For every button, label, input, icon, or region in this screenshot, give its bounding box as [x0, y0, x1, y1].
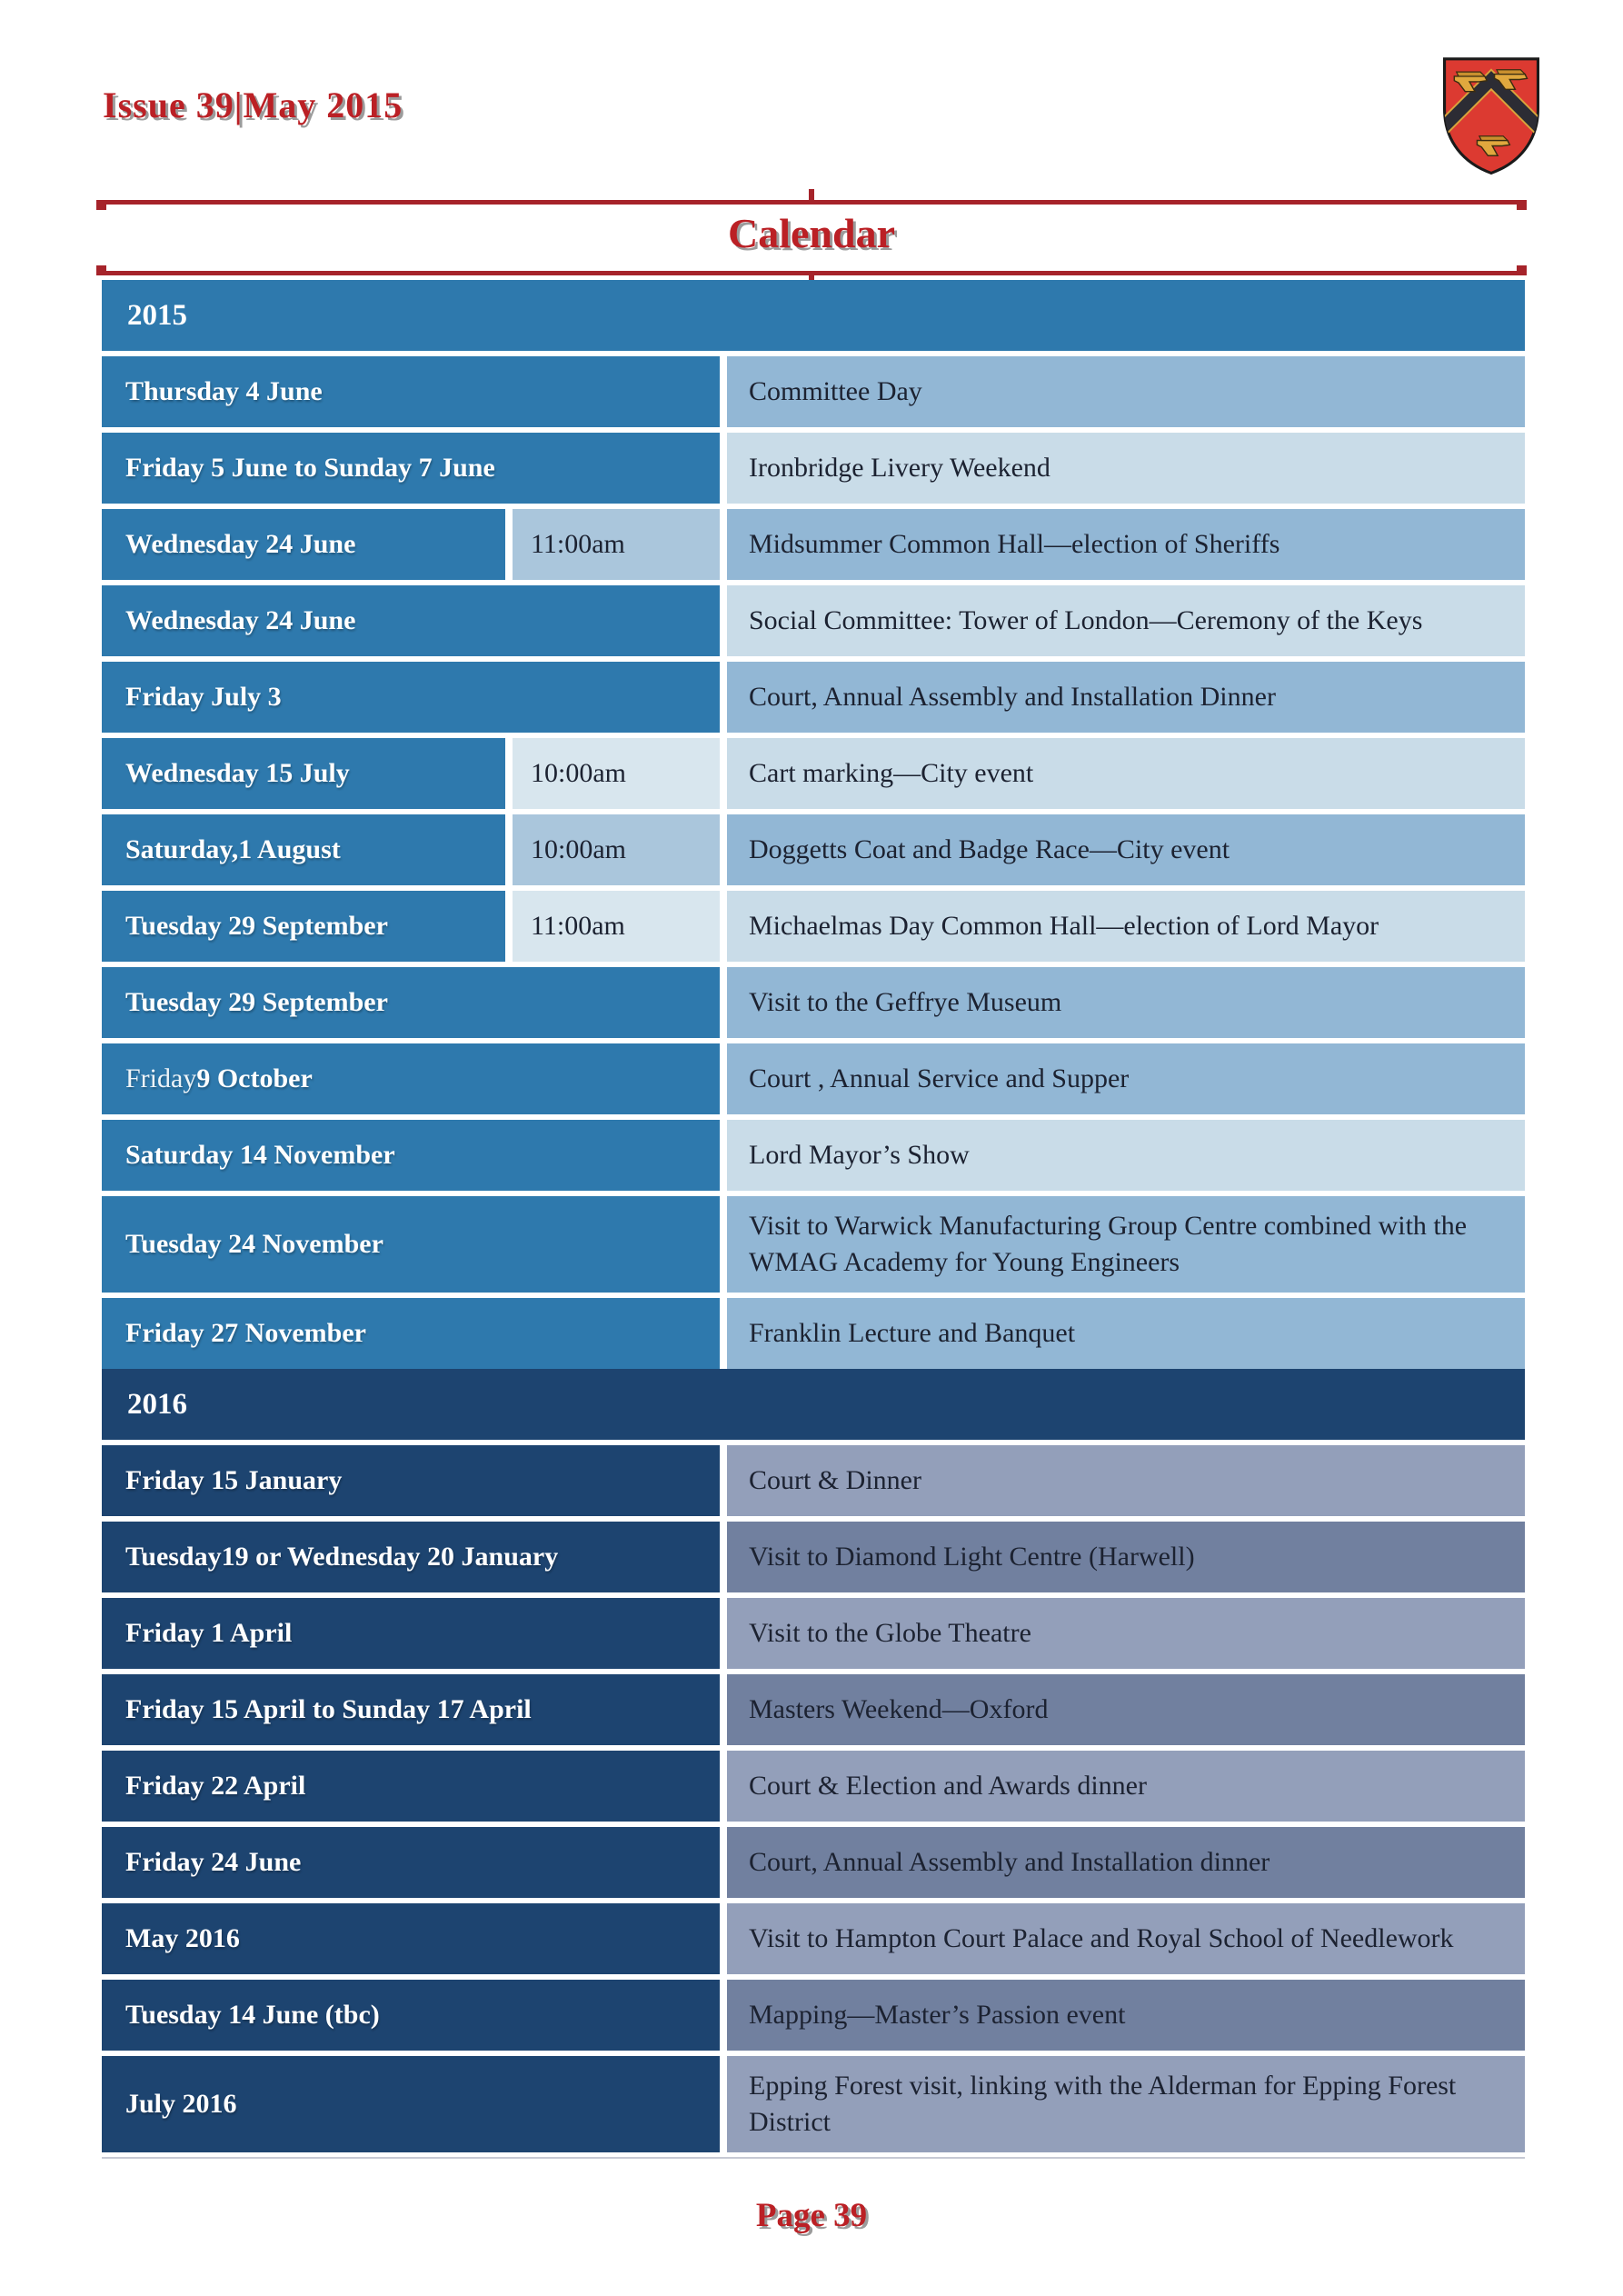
- event-cell: Court, Annual Assembly and Installation dinner: [727, 1827, 1525, 1898]
- date-cell: Friday 24 June: [102, 1827, 720, 1898]
- event-cell: Committee Day: [727, 356, 1525, 427]
- calendar-row: [102, 738, 1525, 809]
- calendar-row: [102, 662, 1525, 733]
- calendar-table: [102, 280, 1525, 2159]
- event-cell: Court , Annual Service and Supper: [727, 1043, 1525, 1114]
- event-cell: Visit to Warwick Manufacturing Group Centre combined with the WMAG Academy for Young Engineers: [727, 1196, 1525, 1293]
- page-title: Calendar: [728, 210, 895, 256]
- calendar-row: [102, 1751, 1525, 1822]
- event-cell: Cart marking—City event: [727, 738, 1525, 809]
- event-cell: Visit to Diamond Light Centre (Harwell): [727, 1522, 1525, 1592]
- date-cell: Wednesday 24 June: [102, 585, 720, 656]
- calendar-row: [102, 2056, 1525, 2152]
- event-cell: Doggetts Coat and Badge Race—City event: [727, 814, 1525, 885]
- event-cell: Michaelmas Day Common Hall—election of Lord Mayor: [727, 891, 1525, 962]
- table-bottom-border: [102, 2157, 1525, 2159]
- event-cell: Visit to the Globe Theatre: [727, 1598, 1525, 1669]
- title-rule-top: [96, 200, 1527, 205]
- calendar-row: [102, 1522, 1525, 1592]
- page-number: Page 39: [755, 2197, 868, 2234]
- date-cell: Wednesday 15 July: [102, 738, 505, 809]
- calendar-row: [102, 814, 1525, 885]
- event-cell: Mapping—Master’s Passion event: [727, 1980, 1525, 2051]
- date-cell: Friday 15 January: [102, 1445, 720, 1516]
- calendar-row: [102, 433, 1525, 504]
- date-cell: Tuesday 29 September: [102, 891, 505, 962]
- date-cell: Friday 27 November: [102, 1298, 720, 1369]
- year-header-2016: 2016: [102, 1369, 1525, 1440]
- event-cell: Ironbridge Livery Weekend: [727, 433, 1525, 504]
- event-cell: Epping Forest visit, linking with the Alderman for Epping Forest District: [727, 2056, 1525, 2152]
- date-cell: Tuesday19 or Wednesday 20 January: [102, 1522, 720, 1592]
- calendar-row: [102, 356, 1525, 427]
- calendar-row: [102, 891, 1525, 962]
- calendar-row: [102, 1980, 1525, 2051]
- date-cell: Thursday 4 June: [102, 356, 720, 427]
- date-cell: Tuesday 14 June (tbc): [102, 1980, 720, 2051]
- date-cell: Wednesday 24 June: [102, 509, 505, 580]
- calendar-row: [102, 1043, 1525, 1114]
- date-cell: Friday 1 April: [102, 1598, 720, 1669]
- event-cell: Court, Annual Assembly and Installation Dinner: [727, 662, 1525, 733]
- calendar-row: [102, 1903, 1525, 1974]
- time-cell: 11:00am: [513, 509, 720, 580]
- calendar-row: [102, 1445, 1525, 1516]
- calendar-row: [102, 585, 1525, 656]
- date-cell: Friday 5 June to Sunday 7 June: [102, 433, 720, 504]
- date-cell: Tuesday 29 September: [102, 967, 720, 1038]
- date-cell: Friday July 3: [102, 662, 720, 733]
- company-crest-icon: [1436, 55, 1547, 176]
- time-cell: 10:00am: [513, 814, 720, 885]
- date-cell: Saturday 14 November: [102, 1120, 720, 1191]
- date-cell: Saturday,1 August: [102, 814, 505, 885]
- calendar-row: [102, 1674, 1525, 1745]
- calendar-row: [102, 1196, 1525, 1293]
- calendar-row: [102, 509, 1525, 580]
- event-cell: Masters Weekend—Oxford: [727, 1674, 1525, 1745]
- time-cell: 10:00am: [513, 738, 720, 809]
- calendar-row: [102, 1298, 1525, 1369]
- date-cell: Friday 15 April to Sunday 17 April: [102, 1674, 720, 1745]
- time-cell: 11:00am: [513, 891, 720, 962]
- date-cell: May 2016: [102, 1903, 720, 1974]
- event-cell: Visit to the Geffrye Museum: [727, 967, 1525, 1038]
- date-cell: Friday 9 October: [102, 1043, 720, 1114]
- calendar-row: [102, 1827, 1525, 1898]
- date-cell: Friday 22 April: [102, 1751, 720, 1822]
- date-cell: July 2016: [102, 2056, 720, 2152]
- issue-label: Issue 39|May 2015: [103, 85, 403, 125]
- calendar-row: [102, 967, 1525, 1038]
- event-cell: Franklin Lecture and Banquet: [727, 1298, 1525, 1369]
- calendar-row: [102, 1598, 1525, 1669]
- date-cell: Tuesday 24 November: [102, 1196, 720, 1293]
- event-cell: Midsummer Common Hall—election of Sheriffs: [727, 509, 1525, 580]
- year-header-2015: 2015: [102, 280, 1525, 351]
- calendar-row: [102, 1120, 1525, 1191]
- event-cell: Visit to Hampton Court Palace and Royal School of Needlework: [727, 1903, 1525, 1974]
- event-cell: Lord Mayor’s Show: [727, 1120, 1525, 1191]
- event-cell: Social Committee: Tower of London—Ceremony of the Keys: [727, 585, 1525, 656]
- event-cell: Court & Election and Awards dinner: [727, 1751, 1525, 1822]
- title-rule-bottom: [96, 271, 1527, 275]
- event-cell: Court & Dinner: [727, 1445, 1525, 1516]
